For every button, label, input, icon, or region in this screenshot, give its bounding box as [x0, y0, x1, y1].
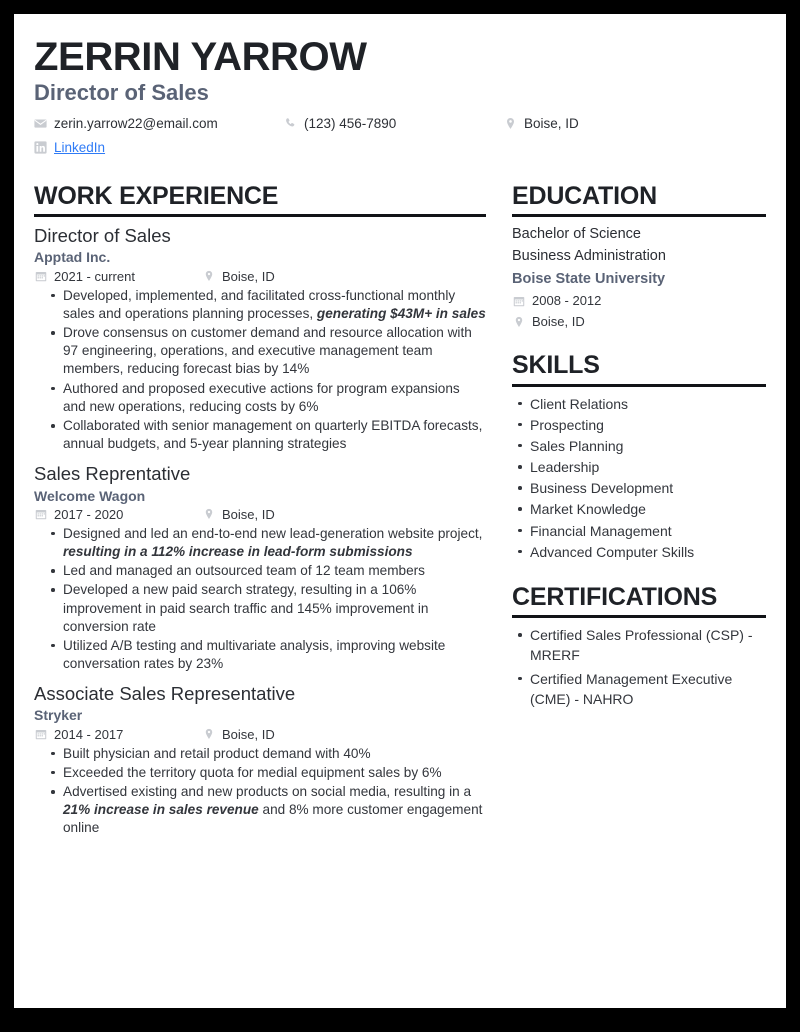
contact-row-primary: [34, 117, 766, 141]
left-column: [34, 183, 486, 847]
envelope-icon: [34, 117, 47, 130]
map-pin-icon: [512, 316, 525, 329]
job-meta: [34, 507, 486, 522]
linkedin-icon: [34, 141, 47, 154]
section-title-work-experience: WORK EXPERIENCE: [34, 181, 279, 210]
job-company: Welcome Wagon: [34, 487, 146, 504]
job-entry: [34, 682, 486, 837]
section-rule: [512, 615, 766, 618]
section-certifications: [512, 584, 766, 709]
job-bullet: Utilized A/B testing and multivariate analysis, improving website conversation rates by 23%: [48, 637, 486, 673]
job-location: [202, 269, 275, 284]
phone-icon: [284, 117, 297, 130]
resume-page: [14, 14, 786, 1008]
section-rule: [512, 384, 766, 387]
resume-body: [14, 165, 786, 847]
calendar-icon: [512, 294, 525, 307]
job-dates: [34, 269, 202, 284]
section-rule: [34, 214, 486, 217]
section-education: [512, 183, 766, 332]
education-field: Business Administration: [512, 248, 666, 265]
job-title: Sales Reprentative: [34, 463, 191, 485]
contact-email-text: zerin.yarrow22@email.com: [54, 115, 218, 131]
job-bullet: Developed, implemented, and facilitated cross-functional monthly sales and operations planning processes, generating $43M+ in sales: [48, 287, 486, 323]
contact-location: [504, 117, 704, 131]
resume-header: [14, 14, 786, 165]
calendar-icon: [34, 270, 47, 283]
education-degree: Bachelor of Science: [512, 226, 641, 243]
map-pin-icon: [202, 728, 215, 741]
certification-item: Certified Management Executive (CME) - NAHRO: [514, 669, 766, 709]
job-location-text: Boise, ID: [222, 268, 275, 284]
section-work-experience: [34, 183, 486, 838]
section-rule: [512, 214, 766, 217]
map-pin-icon: [504, 117, 517, 130]
skills-list: [512, 394, 766, 562]
education-location: [512, 312, 766, 332]
job-bullet: Designed and led an end-to-end new lead-generation website project, resulting in a 112% increase in lead-form submissions: [48, 525, 486, 561]
candidate-name: ZERRIN YARROW: [34, 35, 367, 79]
job-bullet: Authored and proposed executive actions for program expansions and new operations, reducing costs by 6%: [48, 380, 486, 416]
job-meta: [34, 727, 486, 742]
job-bullet: Led and managed an outsourced team of 12 team members: [48, 562, 486, 580]
job-dates-text: 2017 - 2020: [54, 506, 124, 522]
job-bullet: Collaborated with senior management on quarterly EBITDA forecasts, annual budgets, and 5-year planning strategies: [48, 417, 486, 453]
job-company: Stryker: [34, 707, 83, 724]
job-dates: [34, 507, 202, 522]
job-bullet: Exceeded the territory quota for medial equipment sales by 6%: [48, 764, 486, 782]
job-bullet: Drove consensus on customer demand and resource allocation with 97 engineering, operations, and executive management team members, reducing forecast bias by 14%: [48, 324, 486, 379]
contact-phone[interactable]: [284, 117, 504, 131]
map-pin-icon: [202, 270, 215, 283]
job-location: [202, 507, 275, 522]
job-bullet: Advertised existing and new products on social media, resulting in a 21% increase in sales revenue and 8% more customer engagement online: [48, 783, 486, 838]
job-entry: [34, 224, 486, 453]
skill-item: Prospecting: [514, 415, 766, 435]
job-location: [202, 727, 275, 742]
job-list: [34, 224, 486, 837]
contact-linkedin[interactable]: [34, 141, 284, 155]
skill-item: Business Development: [514, 478, 766, 498]
contact-linkedin-link[interactable]: LinkedIn: [54, 139, 106, 155]
job-meta: [34, 269, 486, 284]
job-location-text: Boise, ID: [222, 726, 275, 742]
section-title-education: EDUCATION: [512, 181, 657, 210]
job-title: Director of Sales: [34, 225, 171, 247]
skill-item: Sales Planning: [514, 436, 766, 456]
candidate-title: Director of Sales: [34, 80, 209, 106]
skill-item: Client Relations: [514, 394, 766, 414]
job-dates-text: 2021 - current: [54, 268, 135, 284]
skill-item: Market Knowledge: [514, 499, 766, 519]
right-column: [512, 183, 766, 712]
contact-block: [34, 117, 766, 165]
contact-location-text: Boise, ID: [524, 115, 579, 131]
job-company: Apptad Inc.: [34, 249, 111, 266]
job-bullet-list: [34, 287, 486, 454]
job-bullet-list: [34, 525, 486, 674]
education-location-text: Boise, ID: [532, 313, 585, 329]
job-dates-text: 2014 - 2017: [54, 726, 124, 742]
calendar-icon: [34, 728, 47, 741]
education-school: Boise State University: [512, 270, 666, 287]
job-bullet: Developed a new paid search strategy, resulting in a 106% improvement in paid search traffic and 145% improvement in conversion rate: [48, 581, 486, 636]
job-location-text: Boise, ID: [222, 506, 275, 522]
section-skills: [512, 352, 766, 562]
job-dates: [34, 727, 202, 742]
certifications-list: [512, 625, 766, 709]
calendar-icon: [34, 508, 47, 521]
education-dates: [512, 291, 766, 311]
contact-phone-text: (123) 456-7890: [304, 115, 397, 131]
contact-row-secondary: [34, 141, 766, 165]
job-title: Associate Sales Representative: [34, 683, 296, 705]
certification-item: Certified Sales Professional (CSP) - MRERF: [514, 625, 766, 665]
job-bullet: Built physician and retail product demand with 40%: [48, 745, 486, 763]
education-dates-text: 2008 - 2012: [532, 292, 602, 308]
bullet-emphasis: 21% increase in sales revenue: [63, 802, 259, 818]
skill-item: Financial Management: [514, 521, 766, 541]
skill-item: Advanced Computer Skills: [514, 542, 766, 562]
section-title-skills: SKILLS: [512, 351, 600, 380]
job-entry: [34, 462, 486, 673]
section-title-certifications: CERTIFICATIONS: [512, 582, 718, 611]
contact-email[interactable]: [34, 117, 284, 131]
bullet-emphasis: resulting in a 112% increase in lead-form submissions: [63, 543, 413, 559]
bullet-emphasis: generating $43M+ in sales: [316, 305, 486, 321]
map-pin-icon: [202, 508, 215, 521]
skill-item: Leadership: [514, 457, 766, 477]
job-bullet-list: [34, 745, 486, 838]
